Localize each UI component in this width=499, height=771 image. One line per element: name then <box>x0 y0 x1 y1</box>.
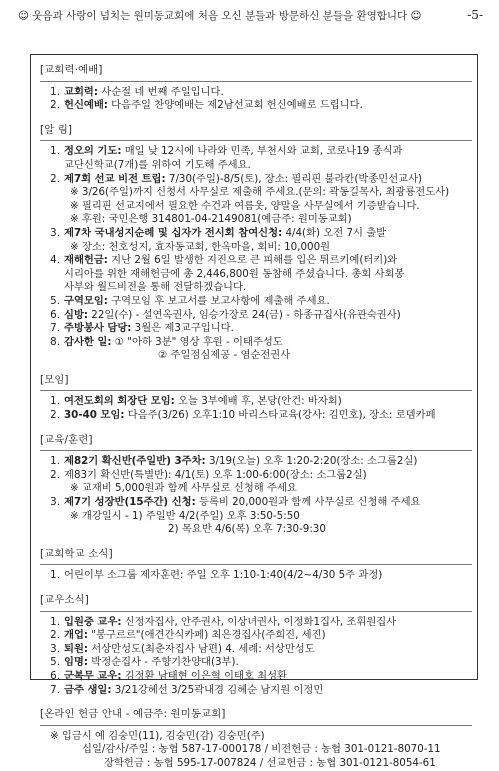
continuation-line: 2) 목요반 4/6(목) 오후 7:30-9:30 <box>168 523 326 536</box>
list-item <box>40 227 472 241</box>
continuation-line: ② 주일점심제공 - 염순전권사 <box>158 349 291 362</box>
item-label: 여전도회의 회장단 모임: <box>64 395 175 408</box>
list-item <box>40 469 472 483</box>
item-number: 7. <box>50 683 60 696</box>
item-number: 2. <box>50 629 60 642</box>
section-rule <box>40 140 472 141</box>
item-label: 심방: <box>64 308 89 321</box>
section-rule <box>40 611 472 612</box>
item-label: 제7기 성장반(15주간) 신청: <box>64 496 196 509</box>
section-title-text: [교회학교 소식] <box>40 547 113 560</box>
item-body <box>64 629 472 643</box>
list-item <box>40 145 472 159</box>
note-line: ※ 후원: 국민은행 314801-04-2149081(예금주: 원미동교회) <box>70 213 352 226</box>
section-title <box>40 64 472 78</box>
item-label: 구역모임: <box>64 294 108 307</box>
item-text: 신정자집사, 안주권사, 이상녀권사, 이정화1집사, 조휘원집사 <box>121 615 397 628</box>
item-text: 3월은 제3교구입니다. <box>131 322 234 335</box>
item-text: 다음주일 찬양예배는 제2남선교회 헌신예배로 드립니다. <box>107 99 363 112</box>
item-body <box>64 643 472 657</box>
item-text: 3/19(오늘) 오후 1:20-2:20(장소: 소그룹2실) <box>205 455 418 468</box>
item-number: 6. <box>50 669 60 682</box>
item-number: 1. <box>50 615 60 628</box>
item-label: 주방봉사 담당: <box>64 322 132 335</box>
item-label: 퇴원: <box>64 642 89 655</box>
list-item <box>40 395 472 409</box>
item-number: 2. <box>50 468 60 481</box>
item-text: 서상만성도(최춘자집사 남편) 4. 세례: 서상만성도 <box>88 642 315 655</box>
item-text: 제83기 확신반(특별반): 4/1(토) 오후 1:00-6:00(장소: 소그룹2실) <box>64 468 367 481</box>
item-number: 6. <box>50 308 60 321</box>
item-body <box>64 322 472 336</box>
section-gap <box>40 113 472 120</box>
item-body <box>64 173 472 187</box>
account-line: 장학헌금 : 농협 595-17-007824 / 선교헌금 : 농협 301-0121-8054-61 <box>104 756 436 769</box>
section-gap <box>40 697 472 704</box>
section-title-text: [교우소식] <box>40 594 90 606</box>
list-item <box>40 616 472 630</box>
account-line: 십일/감사/주일 : 농협 587-17-000178 / 비전헌금 : 농협 301-0121-8070-11 <box>82 743 441 756</box>
item-body <box>64 670 472 684</box>
page-number: -5- <box>467 8 483 22</box>
item-label: 감사한 일: <box>64 335 112 348</box>
item-label: 30-40 모임: <box>64 409 125 422</box>
item-body <box>64 227 472 241</box>
section-title-text: [교회력·예배] <box>40 64 103 76</box>
item-body <box>64 99 472 113</box>
list-item <box>40 295 472 309</box>
list-item <box>40 309 472 323</box>
section-title <box>40 548 472 562</box>
section-title-text: [교육/훈련] <box>40 433 93 446</box>
item-label: 제7차 국내성지순례 및 십자가 전시회 참여신청: <box>64 226 283 239</box>
item-label: 임명: <box>64 656 89 669</box>
list-item <box>40 336 472 350</box>
list-item <box>40 409 472 423</box>
item-body <box>64 409 472 423</box>
list-item <box>40 656 472 670</box>
list-item <box>40 670 472 684</box>
item-body <box>64 309 472 323</box>
section-rule <box>40 81 472 82</box>
section-gap <box>40 583 472 590</box>
item-number: 1. <box>50 395 60 408</box>
item-number: 3. <box>50 226 60 239</box>
section-gap <box>40 423 472 430</box>
item-label: 재해헌금: <box>64 254 108 267</box>
list-item <box>40 86 472 100</box>
section-title-text: [알 림] <box>40 123 73 136</box>
section-rule <box>40 450 472 451</box>
item-text: 7/30(주일)-8/5(토), 장소: 필리핀 불라칸(박종민선교사) <box>165 172 423 185</box>
item-number: 2. <box>50 172 60 185</box>
item-label: 정오의 기도: <box>64 145 122 158</box>
list-item <box>40 569 472 583</box>
list-item <box>40 173 472 187</box>
item-label: 제82기 확신반(주일반) 3주차: <box>64 455 206 468</box>
item-text: 4/4(화) 오전 7시 출발 <box>282 226 387 239</box>
item-text: 김정환 남태현 이은혁 이태호 최성환 <box>121 669 288 682</box>
section-title-text: [모임] <box>40 373 69 386</box>
section-title <box>40 124 472 138</box>
item-number: 1. <box>50 145 60 158</box>
note-line: ※ 장소: 천호성지, 효자동교회, 한옥마을, 회비: 10,000원 <box>70 240 331 253</box>
item-text: 지난 2월 6일 발생한 지진으로 큰 피해를 입은 튀르키예(터키)와 <box>107 254 398 267</box>
item-label: 개업: <box>64 629 89 642</box>
note-line: ※ 필리핀 선교지에서 필요한 수건과 여름옷, 양말을 사무실에서 기증받습니다. <box>70 199 420 212</box>
list-item <box>40 629 472 643</box>
item-body <box>64 295 472 309</box>
item-label: 제7회 선교 비전 트립: <box>64 172 166 185</box>
item-label: 금주 생일: <box>64 683 112 696</box>
list-item <box>40 496 472 510</box>
continuation-line: 사부와 월드비전을 통해 전달하겠습니다. <box>64 281 247 294</box>
item-body <box>64 684 472 698</box>
welcome-banner: ☺ 웃음과 사랑이 넘치는 원미동교회에 처음 오신 분들과 방문하신 분들을 환영합니다 ☺ <box>18 9 422 22</box>
item-text: "봉구르르"(애견간식카페) 최은경집사(주희진, 세진) <box>88 629 326 642</box>
item-number: 5. <box>50 294 60 307</box>
item-body <box>64 496 472 510</box>
bulletin-content <box>40 60 472 771</box>
item-number: 2. <box>50 99 60 112</box>
section-rule <box>40 725 472 726</box>
section-title <box>40 708 472 722</box>
note-line: ※ 입금시 예 김숭민(11), 김숭민(감) 김숭민(주) <box>50 729 265 742</box>
item-text: 박정순집사 - 주향기찬양대(3부). <box>88 656 239 669</box>
item-number: 1. <box>50 569 60 582</box>
list-item <box>40 643 472 657</box>
continuation-line: 교단신학교(7개)를 위하여 기도해 주세요. <box>64 158 251 171</box>
list-item <box>40 455 472 469</box>
item-text: 어린이부 소그룹 제자훈련: 주일 오후 1:10-1:40(4/2~4/30 5주 과정) <box>64 569 383 582</box>
continuation-line: 시리아를 위한 재해헌금에 총 2,446,800원 동참해 주셨습니다. 총회 사회봉 <box>64 267 405 280</box>
section-rule <box>40 390 472 391</box>
section-title <box>40 594 472 608</box>
section-title <box>40 374 472 388</box>
bulletin-header <box>18 6 483 24</box>
item-body <box>64 395 472 409</box>
item-number: 4. <box>50 254 60 267</box>
item-body <box>64 569 472 583</box>
note-line: ※ 개강일시 - 1) 주일반 4/2(주일) 오후 3:50-5:50 <box>70 509 300 522</box>
list-item <box>40 99 472 113</box>
item-number: 7. <box>50 322 60 335</box>
item-number: 3. <box>50 496 60 509</box>
item-body <box>64 86 472 100</box>
item-text: ① "아하 3분" 영상 후원 - 이태주성도 <box>111 335 283 348</box>
section-title <box>40 434 472 448</box>
item-text: 등록비 20,000원과 함께 사무실로 신청해 주세요 <box>195 496 421 509</box>
note-line: ※ 교재비 5,000원과 함께 사무실로 신청해 주세요 <box>70 482 297 495</box>
item-text: 오늘 3부예배 후, 본당(안건: 바자회) <box>174 395 342 408</box>
item-label: 입원중 교우: <box>64 615 122 628</box>
item-number: 2. <box>50 409 60 422</box>
section-gap <box>40 537 472 544</box>
list-item <box>40 322 472 336</box>
item-text: 매일 낮 12시에 나라와 민족, 부천시와 교회, 코로나19 종식과 <box>121 145 403 158</box>
item-body <box>64 455 472 469</box>
section-rule <box>40 564 472 565</box>
note-line: ※ 3/26(주일)까지 신청서 사무실로 제출해 주세요.(문의: 곽동길목사, 최광룡전도사) <box>70 186 450 199</box>
item-label: 교회력: <box>64 85 98 98</box>
item-number: 1. <box>50 85 60 98</box>
item-text: 22일(수) - 설연옥권사, 임승가장로 24(금) - 하종규집사(유관숙권사) <box>88 308 401 321</box>
item-body <box>64 469 472 483</box>
list-item <box>40 684 472 698</box>
item-label: 헌신예배: <box>64 99 108 112</box>
item-text: 다음주(3/26) 오후1:10 바리스타교육(강사: 김민호), 장소: 로뎀카페 <box>124 409 436 422</box>
item-text: 3/21강혜선 3/25곽내경 김혜순 남지원 이정민 <box>111 683 324 696</box>
item-body <box>64 656 472 670</box>
item-body <box>64 336 472 350</box>
item-body <box>64 254 472 268</box>
item-number: 5. <box>50 656 60 669</box>
list-item <box>40 254 472 268</box>
item-number: 8. <box>50 335 60 348</box>
item-text: 구역모임 후 보고서를 보고사항에 제출해 주세요. <box>107 294 330 307</box>
item-number: 3. <box>50 642 60 655</box>
item-text: 사순절 네 번째 주일입니다. <box>97 85 224 98</box>
section-title-text: [온라인 헌금 안내 - 예금주: 원미동교회] <box>40 708 226 721</box>
item-number: 1. <box>50 455 60 468</box>
section-gap <box>40 363 472 370</box>
item-body <box>64 616 472 630</box>
item-body <box>64 145 472 159</box>
item-label: 군복무 교우: <box>64 669 122 682</box>
